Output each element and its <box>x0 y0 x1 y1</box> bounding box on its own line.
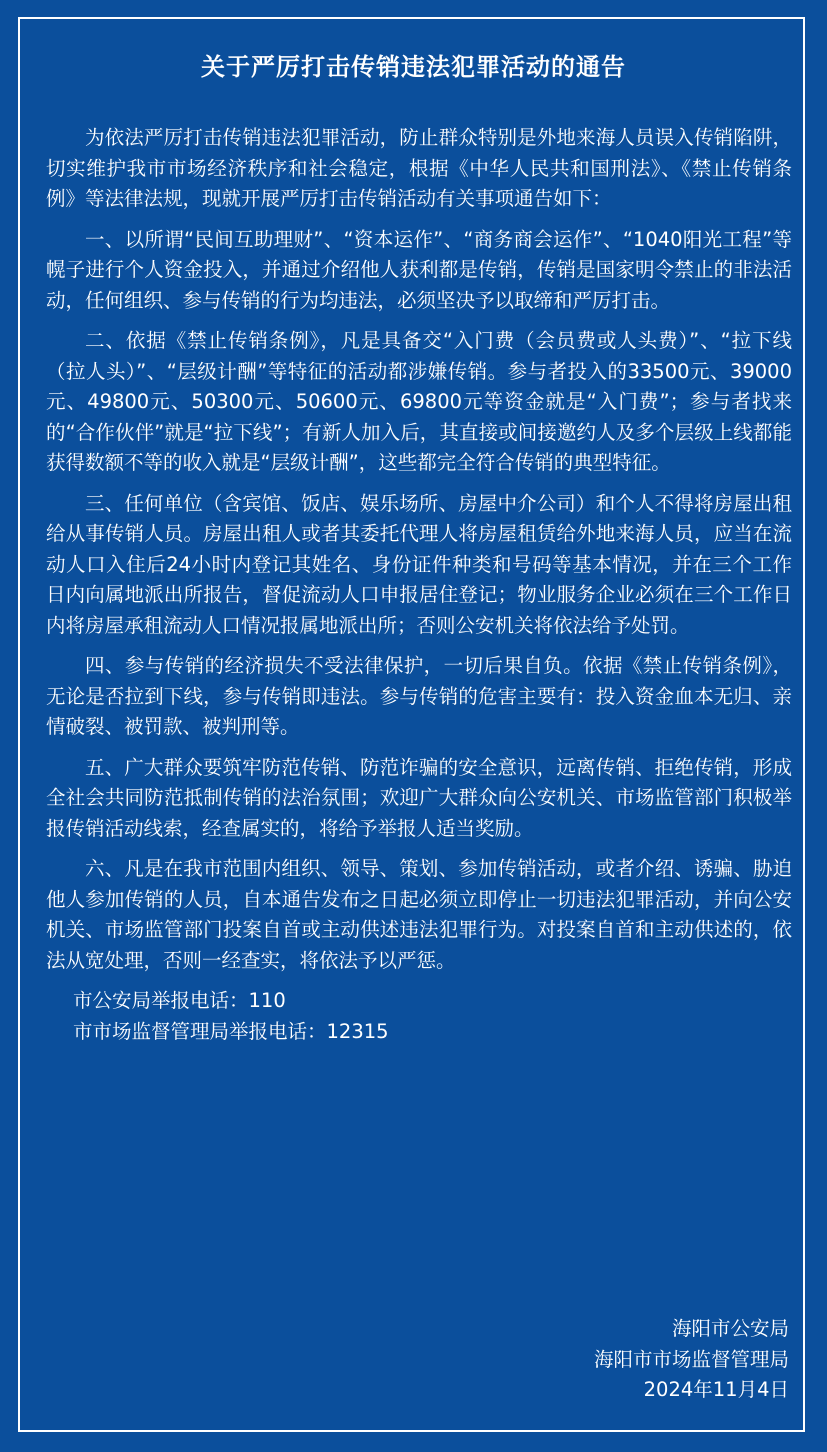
contact-market-hotline: 市市场监督管理局举报电话：12315 <box>73 1019 389 1043</box>
issuer-market: 海阳市市场监督管理局 <box>593 1347 789 1371</box>
paragraph-item-1: 一、以所谓“民间互助理财”、“资本运作”、“商务商会运作”、“1040阳光工程”等幌子进行个人资金投入，并通过介绍他人获利都是传销，传销是国家明令禁止的非法活动，任何组织、参与传销的行为均违法，必须坚决予以取缔和严厉打击。 <box>46 227 792 312</box>
issue-date: 2024年11月4日 <box>643 1378 789 1401</box>
contact-police-hotline: 市公安局举报电话：110 <box>73 989 286 1012</box>
paragraph-item-3: 三、任何单位（含宾馆、饭店、娱乐场所、房屋中介公司）和个人不得将房屋出租给从事传销人员。房屋出租人或者其委托代理人将房屋租赁给外地来海人员，应当在流动人口入住后24小时内登记其姓名、身份证件种类和号码等基本情况，并在三个工作日内向属地派出所报告，督促流动人口申报居住登记；物业服务企业必须在三个工作日内将房屋承租流动人口情况报属地派出所；否则公安机关将依法给予处罚。 <box>46 491 792 637</box>
issuer-police: 海阳市公安局 <box>671 1317 789 1340</box>
paragraph-item-4: 四、参与传销的经济损失不受法律保护，一切后果自负。依据《禁止传销条例》，无论是否拉到下线，参与传销即违法。参与传销的危害主要有：投入资金血本无归、亲情破裂、被罚款、被判刑等。 <box>46 654 792 738</box>
paragraph-item-5: 五、广大群众要筑牢防范传销、防范诈骗的安全意识，远离传销、拒绝传销，形成全社会共同防范抵制传销的法治氛围；欢迎广大群众向公安机关、市场监管部门积极举报传销活动线索，经查属实的，将给予举报人适当奖励。 <box>46 755 792 840</box>
paragraph-intro: 为依法严厉打击传销违法犯罪活动，防止群众特别是外地来海人员误入传销陷阱，切实维护我市市场经济秩序和社会稳定，根据《中华人民共和国刑法》、《禁止传销条例》等法律法规，现就开展严厉打击传销活动有关事项通告如下： <box>46 126 792 210</box>
paragraph-item-6: 六、凡是在我市范围内组织、领导、策划、参加传销活动，或者介绍、诱骗、胁迫他人参加传销的人员，自本通告发布之日起必须立即停止一切违法犯罪活动，并向公安机关、市场监管部门投案自首或主动供述违法犯罪行为。对投案自首和主动供述的，依法从宽处理，否则一经查实，将依法予以严惩。 <box>46 857 792 972</box>
paragraph-item-2: 二、依据《禁止传销条例》，凡是具备交“入门费（会员费或人头费）”、“拉下线（拉人头）”、“层级计酬”等特征的活动都涉嫌传销。参与者投入的33500元、39000元、49800元、50300元、50600元、69800元等资金就是“入门费”；参与者找来的“合作伙伴”就是“拉下线”；有新人加入后，其直接或间接邀约人及多个层级上线都能获得数额不等的收入就是“层级计酬”，这些都完全符合传销的典型特征。 <box>46 329 792 474</box>
notice-body <box>46 123 792 1047</box>
notice-title: 关于严厉打击传销违法犯罪活动的通告 <box>201 53 626 81</box>
signature-block <box>594 1314 789 1406</box>
